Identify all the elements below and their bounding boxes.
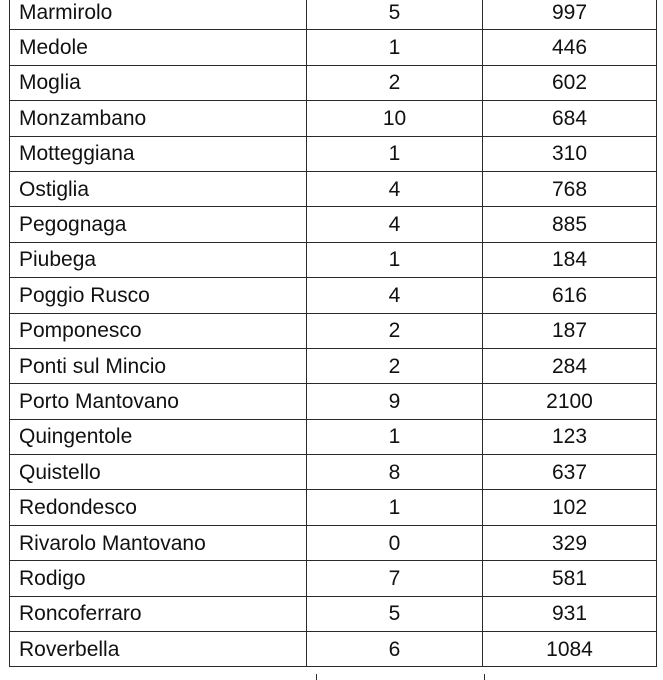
value-cell: 997 [483, 0, 657, 30]
municipality-name-cell: Redondesco [10, 490, 307, 525]
count-cell: 4 [307, 278, 483, 313]
count-cell: 1 [307, 490, 483, 525]
municipality-name-cell: Piubega [10, 242, 307, 277]
municipality-name-cell: Monzambano [10, 101, 307, 136]
value-cell: 1084 [483, 632, 657, 667]
value-cell: 2100 [483, 384, 657, 419]
value-cell: 184 [483, 242, 657, 277]
count-cell: 2 [307, 348, 483, 383]
table-row [10, 65, 657, 100]
count-cell: 1 [307, 30, 483, 65]
count-cell: 1 [307, 419, 483, 454]
municipality-name-cell: Pomponesco [10, 313, 307, 348]
table-row [10, 207, 657, 242]
count-cell: 10 [307, 101, 483, 136]
count-cell: 0 [307, 525, 483, 560]
municipality-name-cell: Porto Mantovano [10, 384, 307, 419]
municipality-name-cell: Roncoferraro [10, 596, 307, 631]
count-cell: 1 [307, 242, 483, 277]
count-cell: 1 [307, 136, 483, 171]
municipality-name-cell: Medole [10, 30, 307, 65]
count-cell: 8 [307, 455, 483, 490]
municipality-name-cell: Ostiglia [10, 171, 307, 206]
municipality-name-cell: Rivarolo Mantovano [10, 525, 307, 560]
table-row [10, 101, 657, 136]
value-cell: 768 [483, 171, 657, 206]
value-cell: 446 [483, 30, 657, 65]
table-row [10, 561, 657, 596]
column-divider-stub [316, 674, 317, 680]
value-cell: 581 [483, 561, 657, 596]
municipality-name-cell: Roverbella [10, 632, 307, 667]
municipality-name-cell: Poggio Rusco [10, 278, 307, 313]
table-row [10, 632, 657, 667]
value-cell: 310 [483, 136, 657, 171]
table-row [10, 242, 657, 277]
column-divider-stub [484, 674, 485, 680]
table-row [10, 384, 657, 419]
value-cell: 329 [483, 525, 657, 560]
value-cell: 602 [483, 65, 657, 100]
count-cell: 6 [307, 632, 483, 667]
value-cell: 616 [483, 278, 657, 313]
count-cell: 9 [307, 384, 483, 419]
value-cell: 102 [483, 490, 657, 525]
table-row [10, 348, 657, 383]
municipality-name-cell: Motteggiana [10, 136, 307, 171]
table-row [10, 171, 657, 206]
table-row [10, 30, 657, 65]
municipality-name-cell: Pegognaga [10, 207, 307, 242]
municipality-name-cell: Marmirolo [10, 0, 307, 30]
municipality-table [9, 0, 657, 667]
value-cell: 123 [483, 419, 657, 454]
table-row [10, 596, 657, 631]
municipality-name-cell: Ponti sul Mincio [10, 348, 307, 383]
table-row [10, 0, 657, 30]
municipality-name-cell: Rodigo [10, 561, 307, 596]
table-row [10, 525, 657, 560]
table-row [10, 490, 657, 525]
count-cell: 5 [307, 0, 483, 30]
count-cell: 7 [307, 561, 483, 596]
count-cell: 5 [307, 596, 483, 631]
value-cell: 187 [483, 313, 657, 348]
count-cell: 4 [307, 171, 483, 206]
value-cell: 637 [483, 455, 657, 490]
count-cell: 2 [307, 65, 483, 100]
table-row [10, 136, 657, 171]
value-cell: 284 [483, 348, 657, 383]
table-row [10, 278, 657, 313]
table-body [10, 0, 657, 667]
table-row [10, 313, 657, 348]
table-row [10, 455, 657, 490]
value-cell: 885 [483, 207, 657, 242]
municipality-name-cell: Moglia [10, 65, 307, 100]
count-cell: 2 [307, 313, 483, 348]
table-row [10, 419, 657, 454]
municipality-name-cell: Quingentole [10, 419, 307, 454]
value-cell: 931 [483, 596, 657, 631]
value-cell: 684 [483, 101, 657, 136]
count-cell: 4 [307, 207, 483, 242]
municipality-name-cell: Quistello [10, 455, 307, 490]
